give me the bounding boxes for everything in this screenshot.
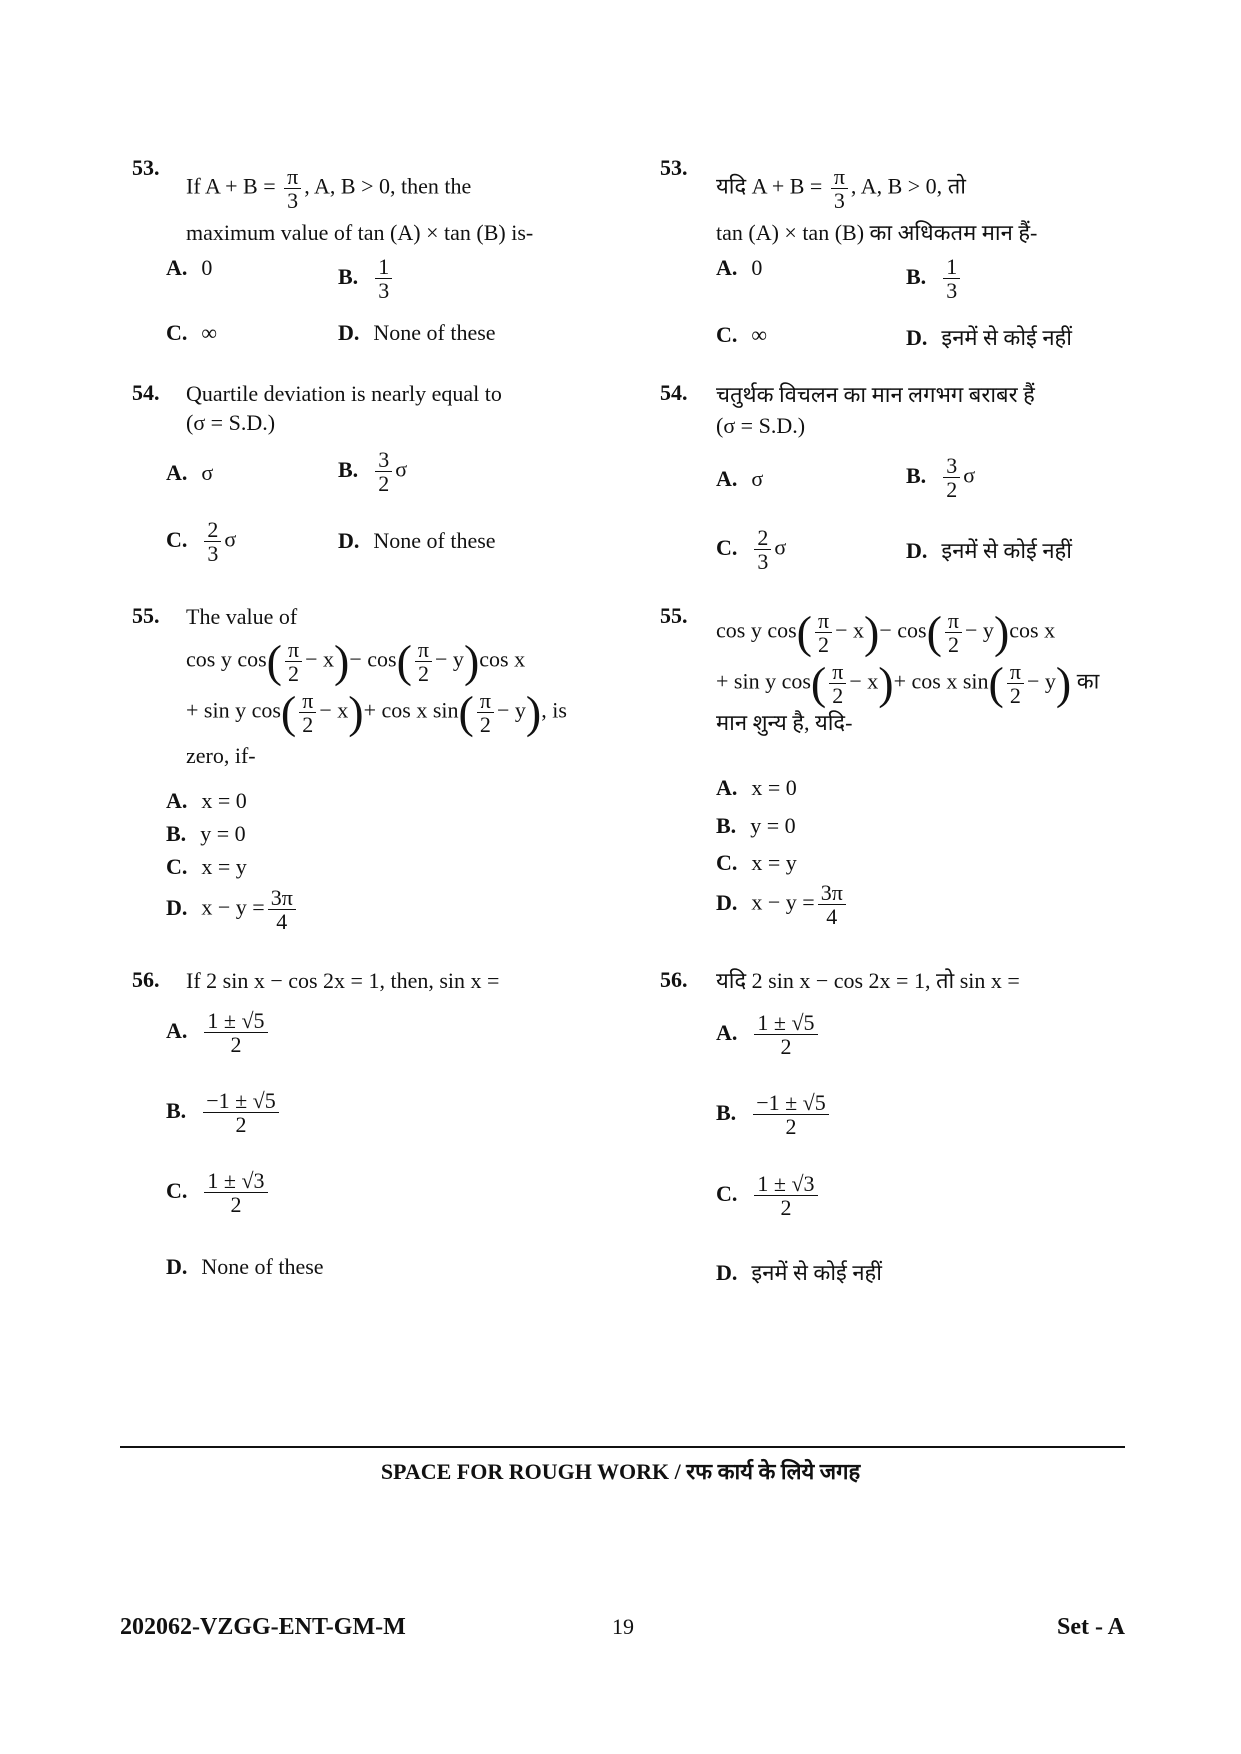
option-c: C. ∞: [716, 322, 768, 347]
option-c: C. $\frac{1 \pm √3}{2}$: [716, 1172, 821, 1219]
option-a: A. 0: [166, 255, 213, 280]
option-b: B. $\frac{3}{2}$ σ: [906, 453, 976, 503]
option-b: B. $\frac{3}{2}$ σ: [338, 447, 408, 497]
question-text: यदि A + B = $\frac{\pi}{3}$ , A, B > 0, तो tan (A) × tan (B) का अधिकतम मान हैं-: [716, 164, 1038, 246]
option-d: D. इनमें से कोई नहीं: [906, 538, 1072, 563]
option-b: B. $\frac{-1 \pm √5}{2}$: [716, 1091, 832, 1138]
question-number: 55.: [660, 603, 688, 628]
option-a: A. σ: [716, 466, 764, 491]
option-b: B. $\frac{1}{3}$: [906, 255, 963, 302]
option-d: D. x − y = $\frac{3\pi}{4}$: [716, 881, 849, 928]
question-text: चतुर्थक विचलन का मान लगभग बराबर हैं (σ = S.D.): [716, 382, 1035, 438]
expression-line-2: + sin y cos( $\frac{\pi}{2}$ − x)+ cos x sin( $\frac{\pi}{2}$ − y) का: [716, 657, 1100, 709]
expression-line-1: cos y cos( $\frac{\pi}{2}$ − x)− cos( $\frac{\pi}{2}$ − y)cos x: [716, 606, 1056, 658]
option-a: A. σ: [166, 460, 214, 485]
option-a: A. $\frac{1 \pm √5}{2}$: [166, 1009, 271, 1056]
option-b: B. y = 0: [716, 813, 796, 838]
expression-line-2: + sin y cos( $\frac{\pi}{2}$ − x)+ cos x sin( $\frac{\pi}{2}$ − y), is: [186, 686, 567, 738]
expression-line-1: cos y cos( $\frac{\pi}{2}$ − x)− cos( $\frac{\pi}{2}$ − y)cos x: [186, 635, 526, 687]
question-number: 55.: [132, 603, 160, 628]
question-number: 53.: [660, 155, 688, 180]
option-c: C. $\frac{2}{3}$ σ: [716, 525, 787, 575]
question-text: If A + B = $\frac{\pi}{3}$ , A, B > 0, then the maximum value of tan (A) × tan (B) is-: [186, 164, 534, 246]
pi-over-3: $\frac{\pi}{3}$: [284, 165, 301, 212]
question-number: 56.: [660, 967, 688, 992]
question-text: Quartile deviation is nearly equal to (σ = S.D.): [186, 381, 502, 435]
option-a: A. x = 0: [166, 788, 247, 813]
option-a: A. 0: [716, 255, 763, 280]
option-d: D. None of these: [338, 320, 496, 345]
option-d: D. इनमें से कोई नहीं: [716, 1260, 882, 1285]
question-text: cos y cos( $\frac{\pi}{2}$ − x)− cos( $\frac{\pi}{2}$ − y)cos x + sin y cos( $\frac{\pi}{2}$ − x)+ cos x sin( $\frac{\pi}{2}$ − y) का मान शुन्य है, यदि-: [716, 603, 1156, 738]
option-c: C. ∞: [166, 320, 218, 345]
option-d: D. x − y = $\frac{3\pi}{4}$: [166, 886, 299, 933]
question-text: यदि 2 sin x − cos 2x = 1, तो sin x =: [716, 968, 1020, 993]
paper-code: 202062-VZGG-ENT-GM-M: [120, 1614, 406, 1640]
question-number: 54.: [132, 380, 160, 405]
page-number: 19: [612, 1614, 634, 1639]
option-b: B. $\frac{-1 \pm √5}{2}$: [166, 1089, 282, 1136]
option-d: D. None of these: [166, 1254, 324, 1279]
question-number: 56.: [132, 967, 160, 992]
option-c: C. $\frac{2}{3}$ σ: [166, 517, 237, 567]
question-text: If 2 sin x − cos 2x = 1, then, sin x =: [186, 968, 500, 993]
question-text: The value of cos y cos( $\frac{\pi}{2}$ − x)− cos( $\frac{\pi}{2}$ − y)cos x + sin y cos( $\frac{\pi}{2}$ − x)+ cos x sin( $\frac{\pi}{2}$ − y), is zero, if-: [186, 603, 606, 771]
option-a: A. $\frac{1 \pm √5}{2}$: [716, 1011, 821, 1058]
option-d: D. इनमें से कोई नहीं: [906, 325, 1072, 350]
option-a: A. x = 0: [716, 775, 797, 800]
rough-work-heading: SPACE FOR ROUGH WORK / रफ कार्य के लिये जगह: [380, 1459, 861, 1484]
option-c: C. $\frac{1 \pm √3}{2}$: [166, 1169, 271, 1216]
option-b: B. y = 0: [166, 821, 246, 846]
set-label: Set - A: [1057, 1614, 1125, 1640]
option-c: C. x = y: [166, 854, 247, 879]
divider-rule: [120, 1446, 1125, 1448]
option-d: D. None of these: [338, 528, 496, 553]
question-number: 53.: [132, 155, 160, 180]
option-b: B. $\frac{1}{3}$: [338, 255, 395, 302]
option-c: C. x = y: [716, 850, 797, 875]
question-number: 54.: [660, 380, 688, 405]
